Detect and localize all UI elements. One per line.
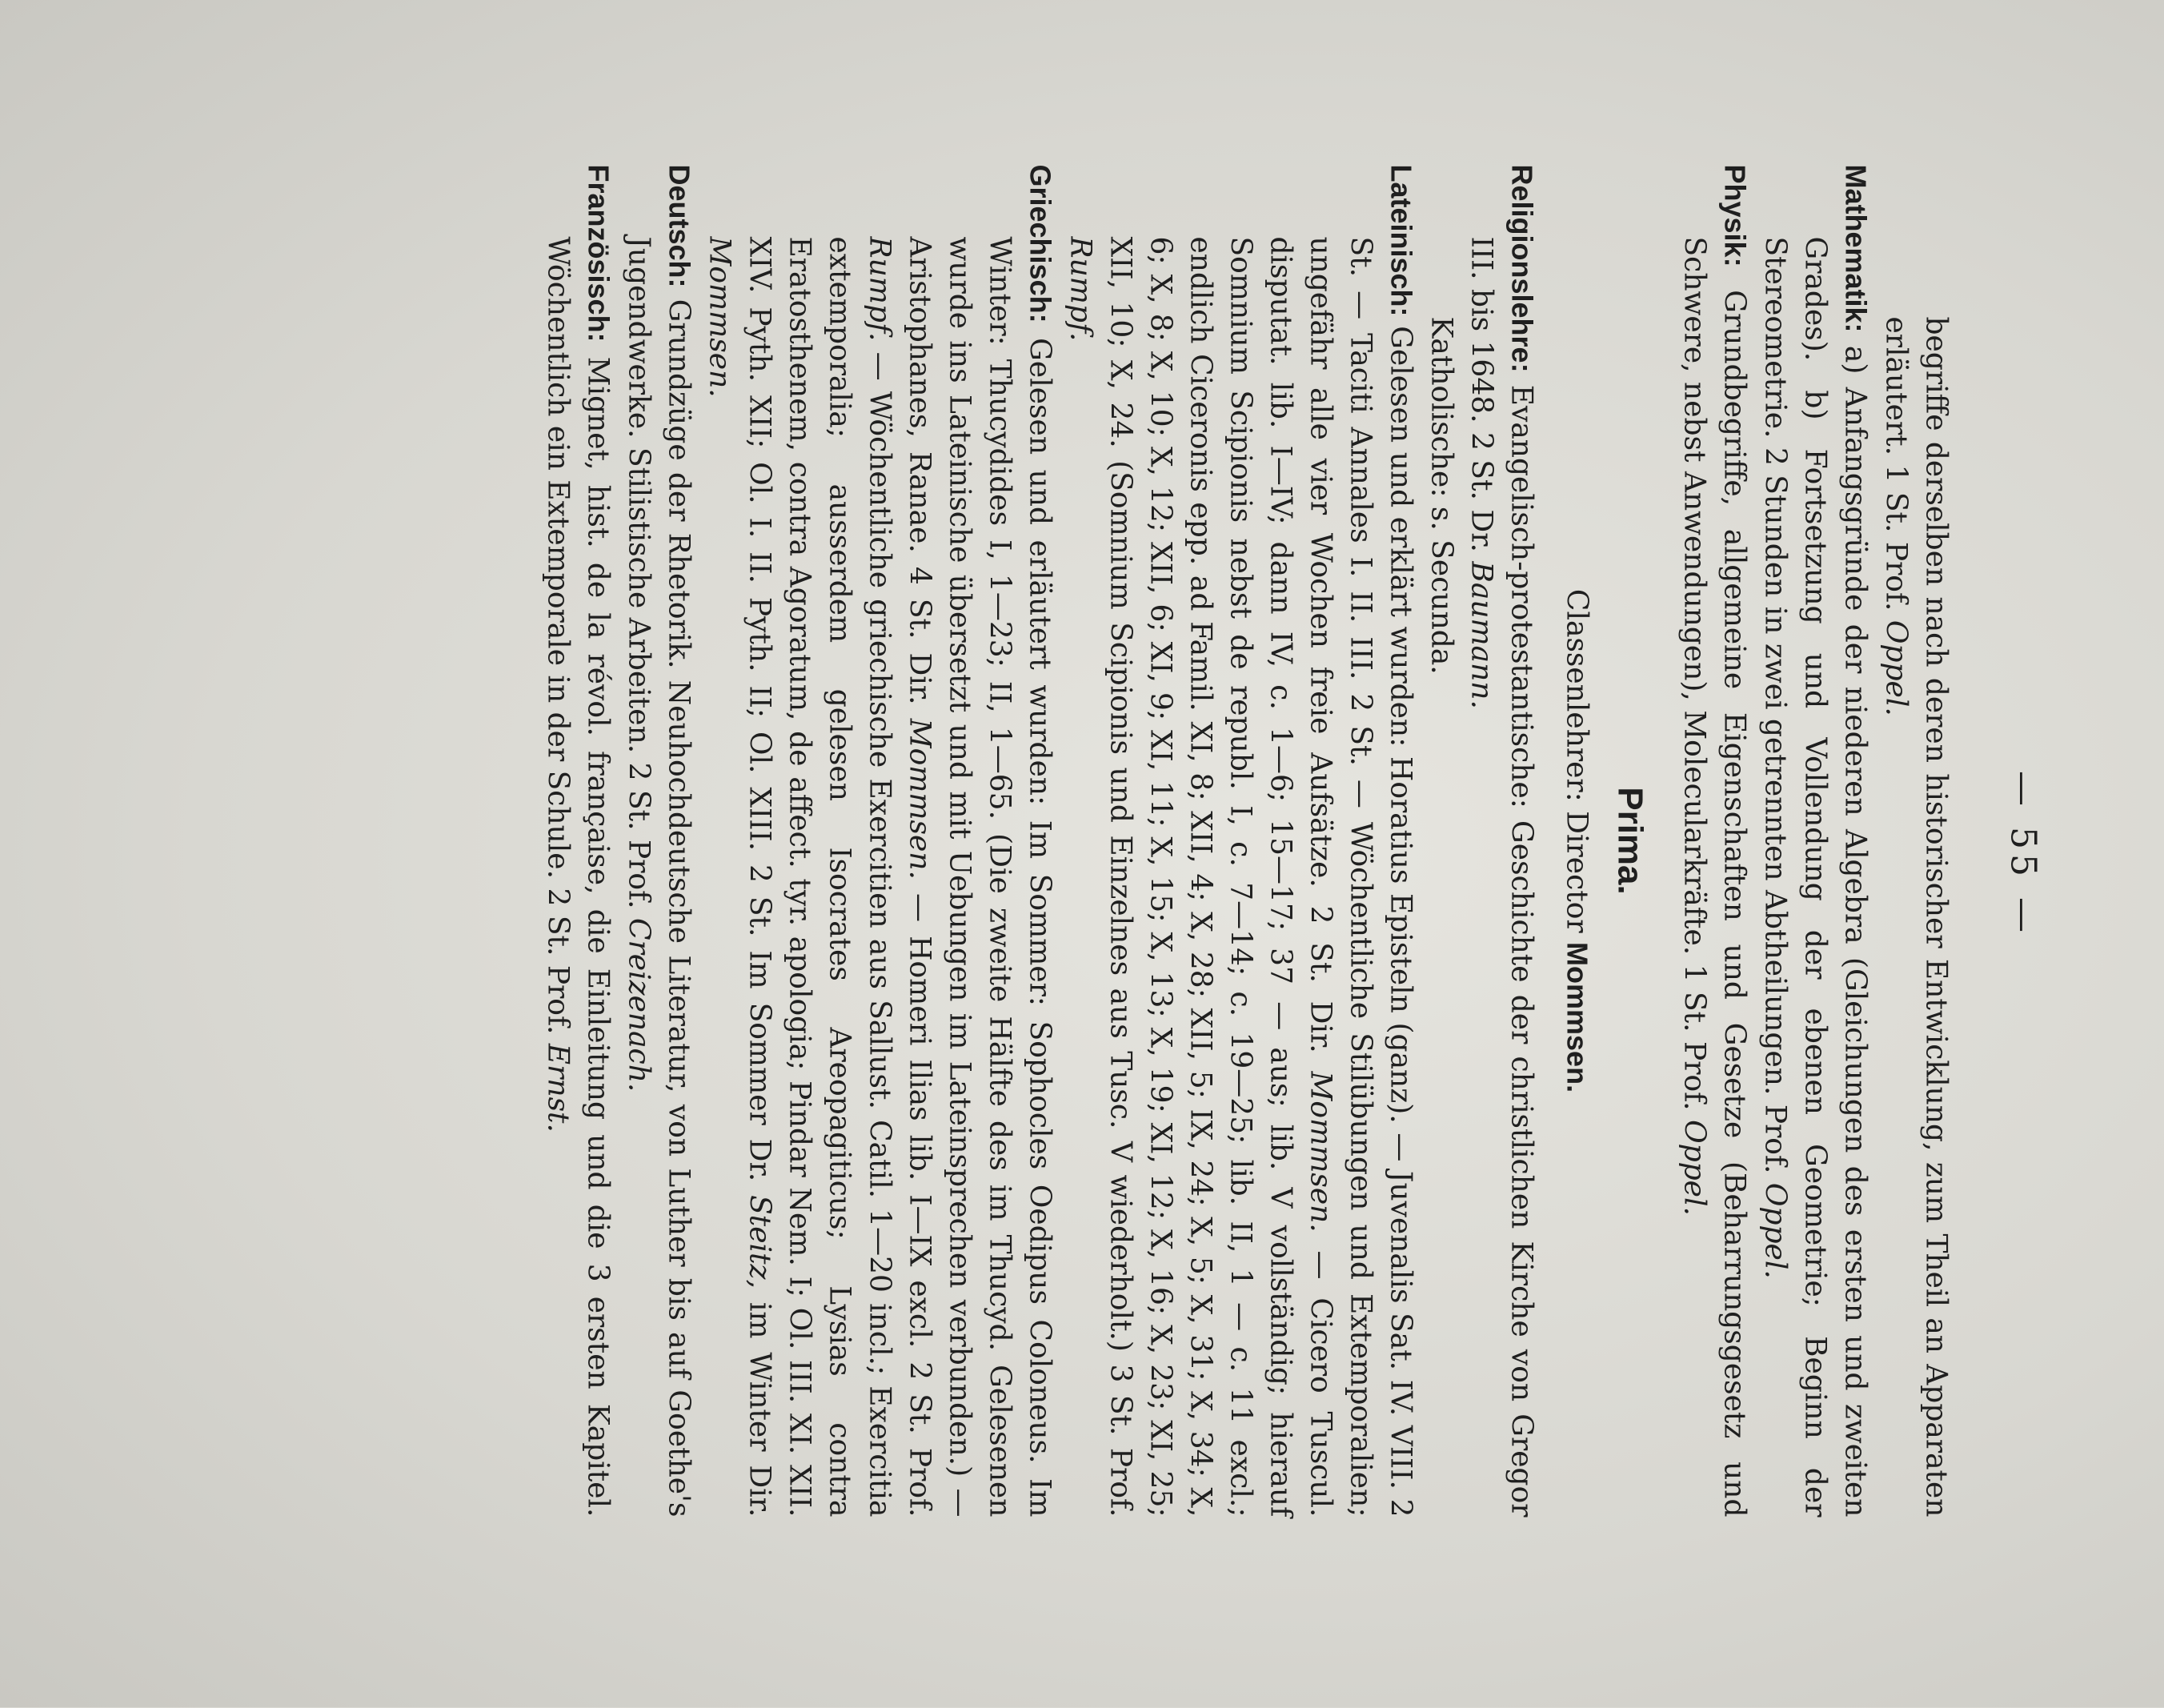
classenlehrer-line [1557,165,1597,1518]
subject-text: Grundzüge der Rhetorik. Neuhochdeutsche Literatur, von Luther bis auf Goethe's Jugendwerke. Stilistische Arbeiten. 2 St. Prof. [622,236,695,1518]
subject-label: Physik: [1718,164,1752,267]
subject-text: Evangelisch-protestantische: Geschichte der christlichen Kirche von Gregor III. bis 1648. 2 St. Dr. [1465,236,1538,1518]
teacher-name: Ernst. [541,1043,575,1133]
teacher-name-d: Mommsen. [703,236,736,398]
subject-text: a) Anfangsgründe der niederen Algebra (Gleichungen des ersten und zweiten Grades). b) Fortsetzung und Vollendung der ebenen Geometrie; Beginn der Stereometrie. 2 Stunden in zwei getrennten Abtheilungen. Prof. [1758,236,1872,1518]
subject-griechisch [699,165,1060,1518]
page-content [538,165,1956,1518]
subject-text: Grundbegriffe, allgemeine Eigenschaften und Gesetze (Beharrungsgesetz und Schwere, nebst Anwendungen), Molecularkräfte. 1 St. Prof. [1677,236,1751,1518]
page-number: — 55 — [2002,771,2044,937]
subject-mathematik [1755,165,1876,1518]
subject-text-a: Gelesen und erläutert wurden: Im Sommer: Sophocles Oedipus Coloneus. Im Winter: Thucydides I, 1—23; II, 1—65. (Die zweite Hälfte des im Thucyd. Gelesenen wurde ins Lateinische übersetzt und mit Uebungen im Lateinsprechen verbunden.) — Aristophanes, Ranae. 4 St. Dir. [903,236,1056,1518]
teacher-name: Creizenach. [622,918,655,1093]
teacher-name: Oppel. [1677,1120,1711,1216]
subject-label: Französisch: [582,164,615,343]
subject-text: Mignet, hist. de la révol. française, die Einleitung und die 3 ersten Kapitel. Wöchentlich ein Extemporale in der Schule. 2 St. Prof. [541,236,615,1518]
teacher-name-a: Mommsen. [903,718,936,880]
subject-text-b: — Homeri Ilias lib. I—IX excl. 2 St. Prof. [903,879,936,1518]
subject-text-d: im Winter Dir. [743,1288,776,1518]
classenlehrer-label: Classenlehrer: Director [1560,588,1593,943]
continuation-teacher: Oppel. [1879,619,1913,716]
teacher-name-b: Rumpf. [863,236,896,342]
subject-deutsch [619,165,699,1518]
continuation-line-2: erläutert. 1 St. Prof. [1879,316,1913,620]
subject-label: Religionslehre: [1505,164,1539,373]
section-title-prima: Prima. [1610,787,1650,895]
teacher-name-b: Rumpf. [1064,236,1097,342]
classenlehrer-name: Mommsen. [1561,942,1594,1093]
teacher-name: Baumann. [1465,561,1498,709]
subject-franzoesisch [538,165,619,1518]
religion-katholisch: Katholische: s. Secunda. [1425,316,1458,675]
subject-label: Griechisch: [1024,164,1057,323]
subject-text-a: Gelesen und erklärt wurden: Horatius Episteln (ganz). — Juvenalis Sat. IV. VIII. 2 St. — Taciti Annales I. II. III. 2 St. — Wöchentliche Stilübungen und Extemporalien; ungefähr alle vier Wochen freie Aufsätze. 2 St. Dir. [1304,236,1417,1518]
subject-label: Deutsch: [663,164,696,288]
teacher-name-a: Mommsen. [1304,1071,1337,1233]
teacher-name: Oppel. [1758,1182,1792,1279]
subject-text-b: — Cicero Tuscul. disputat. lib. I—IV; dann IV, c. 1—6; 15—17; 37 — aus; lib. V vollständig; hierauf Somnium Scipionis nebst de republ. I, c. 7—14; c. 19—25; lib. II, 1 — c. 11 excl.; endlich Ciceronis epp. ad Famil. XI, 8; XII, 4; X, 28; XII, 5; IX, 24; X, 5; X, 31; X, 34; X, 6; X, 8; X, 10; X, 12; XII, 6; XI, 9; XI, 11; X, 15; X, 13; X, 19; XI, 12; X, 16; X, 23; XI, 25; XII, 10; X, 24. (Somnium Scipionis und Einzelnes aus Tusc. V wiederholt.) 3 St. Prof. [1104,236,1337,1518]
teacher-name-c: Steitz, [743,1195,776,1289]
continuation-paragraph [1876,165,1956,1518]
subject-label: Mathematik: [1839,164,1873,333]
subject-religionslehre [1461,165,1542,1518]
rotated-document-page [0,1,2164,1708]
continuation-line-1: begriffe derselben nach deren historischer Entwicklung, zum Theil an Apparaten [1919,316,1953,1518]
subject-physik [1674,165,1755,1518]
subject-label: Lateinisch: [1385,164,1418,317]
subject-text-c: — Wöchentliche griechische Exercitien aus Sallust. Catil. 1—20 incl.; Exercitia extemporalia; ausserdem gelesen Isocrates Areopagiticus; Lysias contra Eratosthenem, contra Agoratum, de affect. tyr. apologia; Pindar Nem. I; Ol. III. XI. XII. XIV. Pyth. XII; Ol. I. II. Pyth. II; Ol. XIII. 2 St. Im Sommer Dr. [743,236,896,1518]
subject-lateinisch [1060,165,1421,1518]
